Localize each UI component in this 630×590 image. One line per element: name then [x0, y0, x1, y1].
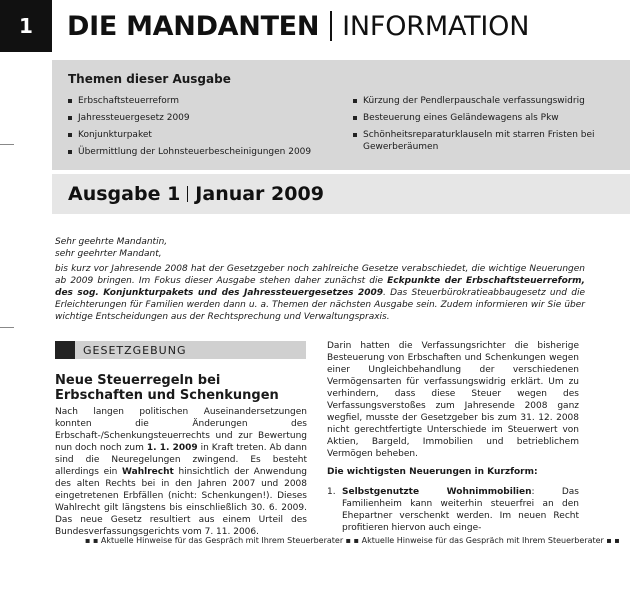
masthead-divider: [330, 11, 332, 41]
margin-mark: [0, 327, 14, 328]
edition-date: Januar 2009: [195, 183, 324, 205]
themes-list-right: [353, 95, 618, 158]
numbered-item: 1. Selbstgenutzte Wohnimmobilien: Das Familienheim kann weiterhin steuerfrei an den Ehepartner verschenkt werden. Im neuen Recht profitieren hiervon auch einge-: [327, 487, 579, 533]
page-number: 1: [0, 0, 52, 52]
article-title: Neue Steuerregeln bei Erbschaften und Schenkungen: [55, 373, 279, 403]
square-bullet-icon: [353, 116, 357, 120]
masthead-subtitle: INFORMATION: [342, 10, 530, 42]
edition-issue: Ausgabe 1: [68, 183, 181, 205]
article-subhead: Die wichtigsten Neuerungen in Kurzform:: [327, 467, 538, 477]
square-bullet-icon: [68, 99, 72, 103]
section-marker: [55, 341, 75, 359]
theme-item: Besteuerung eines Geländewagens als Pkw: [353, 112, 618, 124]
theme-item: Übermittlung der Lohnsteuerbescheinigungen 2009: [68, 146, 338, 158]
article-paragraph: Darin hatten die Verfassungsrichter die bisherige Besteuerung von Erbschaften und Schenkungen wegen einer Ungleichbehandlung der verschiedenen Vermögensarten für verfassungswidrig erklärt. Um zu verhindern, dass diese Steuer wegen des Verfassungsverstoßes zum Jahresende 2008 ganz wegfiel, musste der Gesetzgeber bis zum 31. 12. 2008 nicht gerechtfertigte Unterschiede im Steuerwert von Aktien, Bargeld, Immobilien und betrieblichem Vermögen beheben.: [327, 341, 579, 459]
theme-item: Erbschaftsteuerreform: [68, 95, 338, 107]
article-column-right: [327, 340, 579, 534]
theme-item: Kürzung der Pendlerpauschale verfassungswidrig: [353, 95, 618, 107]
themes-list-left: [68, 95, 338, 163]
margin-mark: [0, 144, 14, 145]
square-bullet-icon: [68, 116, 72, 120]
edition-divider: [187, 186, 188, 202]
square-bullet-icon: [68, 133, 72, 137]
square-bullet-icon: [353, 133, 357, 137]
edition-banner: [52, 174, 630, 214]
article-paragraph: Nach langen politischen Auseinandersetzungen konnten die Änderungen des Erbschaft-/Schenkungsteuerrechts und zur Bewertung nun doch noch zum 1. 1. 2009 in Kraft treten. Ab dann sind die Neuregelungen zwingend. Es besteht allerdings ein Wahlrecht hinsichtlich der Anwendung des alten Rechts bei in den Jahren 2007 und 2008 eingetretenen Erbfällen (nicht: Schenkungen!). Dieses Wahlrecht gilt längstens bis einschließlich 30. 6. 2009. Das neue Gesetz resultiert aus einem Urteil des Bundesverfassungsgerichts vom 7. 11. 2006.: [55, 407, 307, 537]
footer-line: ▪ ▪ Aktuelle Hinweise für das Gespräch mit Ihrem Steuerberater ▪ ▪ Aktuelle Hinweise für das Gespräch mit Ihrem Steuerberater ▪ ▪: [85, 536, 620, 545]
section-heading: [55, 341, 306, 359]
intro-paragraph: bis kurz vor Jahresende 2008 hat der Gesetzgeber noch zahlreiche Gesetze verabschiedet, die wichtige Neuerungen ab 2009 bringen. Im Fokus dieser Ausgabe stehen daher zunächst die Eckpunkte der Erbschaftsteuerreform, des sog. Konjunkturpakets und des Jahressteuergesetzes 2009. Das Steuerbürokratieabbaugesetz und die Erleichterungen für Familien werden dann u. a. Themen der nächsten Ausgabe sein. Zudem informieren wir Sie über wichtige Entscheidungen aus der Rechtsprechung und Verwaltungspraxis.: [55, 264, 585, 322]
theme-item: Jahressteuergesetz 2009: [68, 112, 338, 124]
theme-item: Konjunkturpaket: [68, 129, 338, 141]
section-label: GESETZGEBUNG: [83, 343, 187, 357]
themes-box: [52, 60, 630, 170]
item-number: 1.: [327, 487, 336, 497]
salutation: Sehr geehrte Mandantin,: [55, 237, 168, 247]
square-bullet-icon: [353, 99, 357, 103]
salutation: sehr geehrter Mandant,: [55, 249, 162, 259]
masthead: [52, 0, 630, 52]
masthead-title: DIE MANDANTEN: [67, 10, 320, 42]
article-column-left: [55, 406, 307, 538]
intro-letter: [55, 236, 585, 323]
themes-title: Themen dieser Ausgabe: [68, 72, 231, 86]
theme-item: Schönheitsreparaturklauseln mit starren Fristen bei Gewerberäumen: [353, 129, 618, 153]
square-bullet-icon: [68, 150, 72, 154]
